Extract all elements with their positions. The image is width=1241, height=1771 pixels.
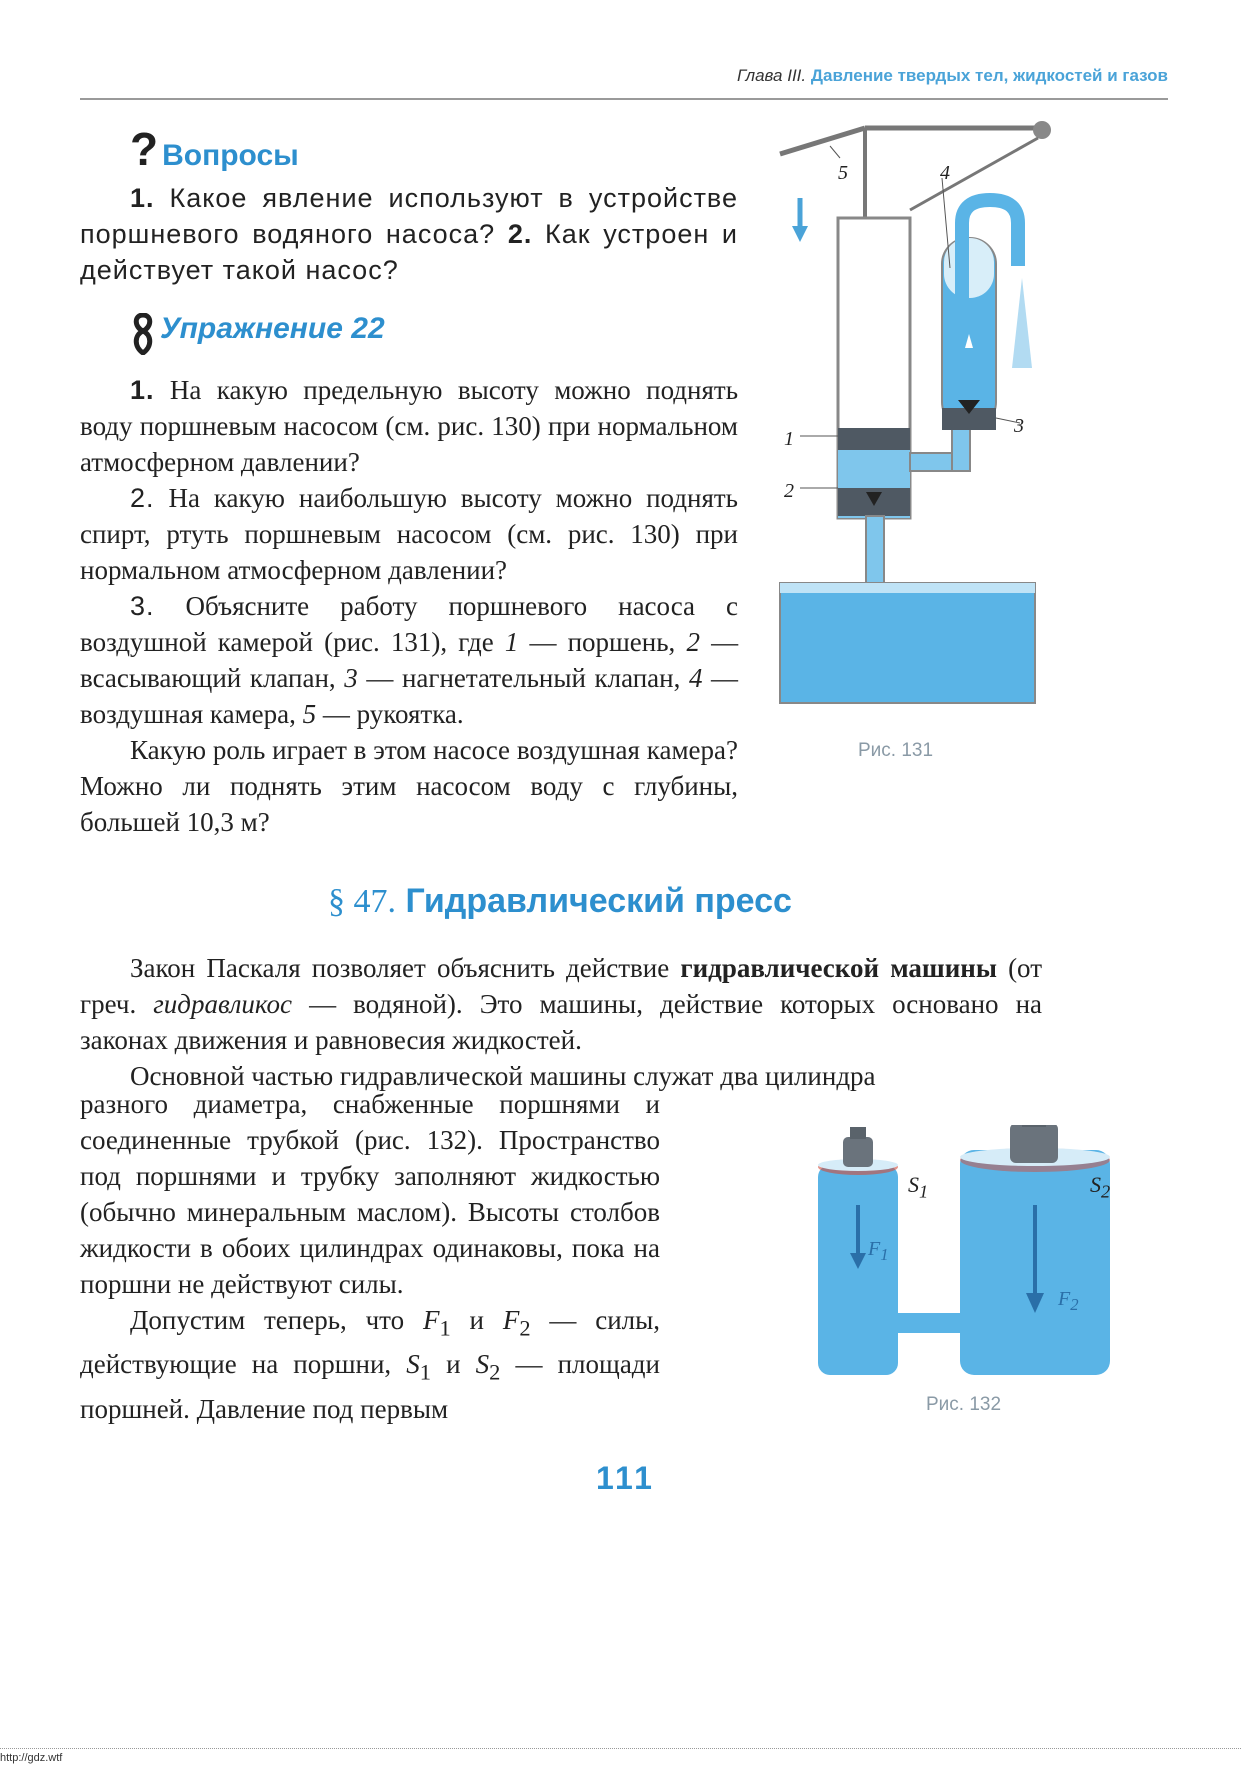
p1-c: (от греч. [80, 953, 1042, 1019]
exercise-heading [130, 312, 385, 355]
piston [838, 428, 910, 450]
exercise-text [80, 372, 738, 840]
exercise-text-3b: — поршень, [529, 627, 676, 657]
p2-a: Основной частью гидравлической машины служат два цилиндра [130, 1061, 876, 1091]
exercise-title: Упражнение 22 [160, 312, 385, 345]
exercise-number-1: 1. [130, 375, 155, 405]
exercise-item-2 [80, 480, 738, 588]
p3-and-1: и [469, 1305, 484, 1335]
area-s2: S [475, 1349, 490, 1380]
question-2: Как устроен и действует такой насос? [80, 219, 738, 285]
fig132-f1-letter: F [868, 1238, 881, 1260]
p3-c: — площади поршней. Давление под первым [80, 1349, 660, 1424]
fig131-caption: Рис. 131 [858, 740, 934, 761]
figure-132 [810, 1125, 1130, 1385]
fig132-f1-sub: 1 [880, 1245, 889, 1264]
page-number: 111 [596, 1460, 655, 1496]
exercise-item-1 [80, 372, 738, 480]
fig132-f2-sub: 2 [1070, 1295, 1079, 1314]
running-header [80, 58, 1168, 100]
exercise-number-2: 2. [130, 483, 155, 513]
exercise-text-2: На какую наибольшую высоту можно поднять спирт, ртуть поршневым насосом (см. рис. 130) при нормальном атмосферном давлении? [80, 483, 738, 585]
fig132-caption: Рис. 132 [926, 1394, 1002, 1415]
figure-131 [770, 118, 1170, 818]
fig131-label-3: 3 [1014, 415, 1024, 437]
pump-handle [780, 128, 865, 154]
force-f2: F [502, 1305, 520, 1335]
paragraph-title [328, 882, 792, 921]
exercise-text-3a: Объясните работу поршневого насоса с воздушной камерой (рис. 131), где [80, 591, 738, 657]
question-mark-icon: ? [130, 123, 159, 175]
paragraph-intro [80, 950, 1042, 1094]
footer-divider [0, 1748, 1241, 1749]
p1-term: гидравлической машины [680, 953, 997, 983]
exercise-text-4: Какую роль играет в этом насосе воздушная камера? Можно ли поднять этим насосом воду с глубины, большей 10,3 м? [80, 735, 738, 837]
label-ref-4: 4 [688, 663, 703, 693]
label-ref-5: 5 [302, 699, 317, 729]
fig131-label-5: 5 [838, 162, 848, 184]
handle-knob [1033, 121, 1051, 139]
fig132-f2 [1058, 1288, 1079, 1315]
p1-a: Закон Паскаля позволяет объяснить действие [130, 953, 670, 983]
force-f2-sub: 2 [519, 1315, 531, 1341]
connecting-tube [890, 1313, 970, 1333]
exercise-number-3: 3. [130, 591, 155, 621]
paragraph-heading: Гидравлический пресс [405, 882, 792, 920]
area-s1: S [406, 1349, 420, 1380]
question-number-2: 2. [507, 219, 533, 249]
p3-b: — силы, действующие на поршни, [80, 1305, 661, 1380]
p2-b: разного диаметра, снабженные поршнями и соединенные трубкой (рис. 132). Пространство под поршнями и трубку заполняют жидкостью (обычно минеральным маслом). Высоты столбов жидкости в обоих цилиндрах одинаковы, пока на поршни не действуют силы. [80, 1089, 660, 1299]
force-f1-sub: 1 [439, 1315, 451, 1341]
fig131-label-4: 4 [940, 162, 950, 184]
label-ref-2: 2 [686, 627, 700, 657]
large-weight [1010, 1125, 1058, 1163]
questions-title: Вопросы [162, 139, 299, 172]
force-f1: F [422, 1305, 440, 1335]
fig132-s1-sub: 1 [919, 1181, 929, 1202]
exercise-text-3f: — рукоятка. [322, 699, 464, 729]
exercise-text-3d: — нагнетательный клапан, [366, 663, 681, 693]
questions-text [80, 180, 738, 288]
question-number-1: 1. [130, 183, 155, 213]
fig131-label-2: 2 [784, 480, 794, 502]
question-1: Какое явление используют в устройстве поршневого водяного насоса? [80, 183, 738, 249]
header-text [737, 66, 1168, 86]
p1-greek: гидравликос [153, 989, 293, 1019]
exercise-icon [130, 313, 156, 355]
fig131-label-1: 1 [784, 428, 794, 450]
fig132-s1 [908, 1172, 928, 1202]
fig132-f2-letter: F [1058, 1288, 1071, 1310]
fig132-f1 [868, 1238, 889, 1265]
exercise-item-3 [80, 588, 738, 732]
exercise-text-3c: — всасывающий клапан, [80, 627, 739, 693]
questions-heading [130, 122, 299, 176]
label-ref-3: 3 [344, 663, 358, 693]
exercise-text-3e: — воздушная камера, [80, 663, 739, 729]
fig132-s2-letter: S [1090, 1172, 1101, 1197]
area-s1-sub: 1 [419, 1359, 432, 1385]
chapter-label: Глава III. [737, 66, 807, 85]
paragraph-sign: § 47. [328, 883, 396, 920]
fig132-s1-letter: S [908, 1172, 919, 1197]
fig132-s2-sub: 2 [1101, 1181, 1111, 1202]
down-arrow-icon [792, 226, 808, 242]
label-ref-1: 1 [504, 627, 519, 657]
small-cylinder [818, 1165, 898, 1375]
up-arrow-icon [1012, 278, 1032, 368]
small-weight [843, 1137, 873, 1167]
p3-a: Допустим теперь, что [130, 1305, 405, 1335]
fig132-s2 [1090, 1172, 1110, 1202]
water-basin [780, 583, 1035, 703]
exercise-text-1: На какую предельную высоту можно поднять воду поршневым насосом (см. рис. 130) при нормальном атмосферном давлении? [80, 375, 739, 477]
paragraph-body [80, 1086, 660, 1427]
p1-e: — водяной). Это машины, действие которых основано на законах движения и равновесия жидкостей. [80, 989, 1043, 1055]
footer-link[interactable]: http://gdz.wtf [0, 1752, 63, 1764]
p3-and-2: и [446, 1349, 461, 1380]
area-s2-sub: 2 [489, 1359, 501, 1385]
exercise-item-4 [80, 732, 738, 840]
chapter-title: Давление твердых тел, жидкостей и газов [810, 66, 1168, 85]
